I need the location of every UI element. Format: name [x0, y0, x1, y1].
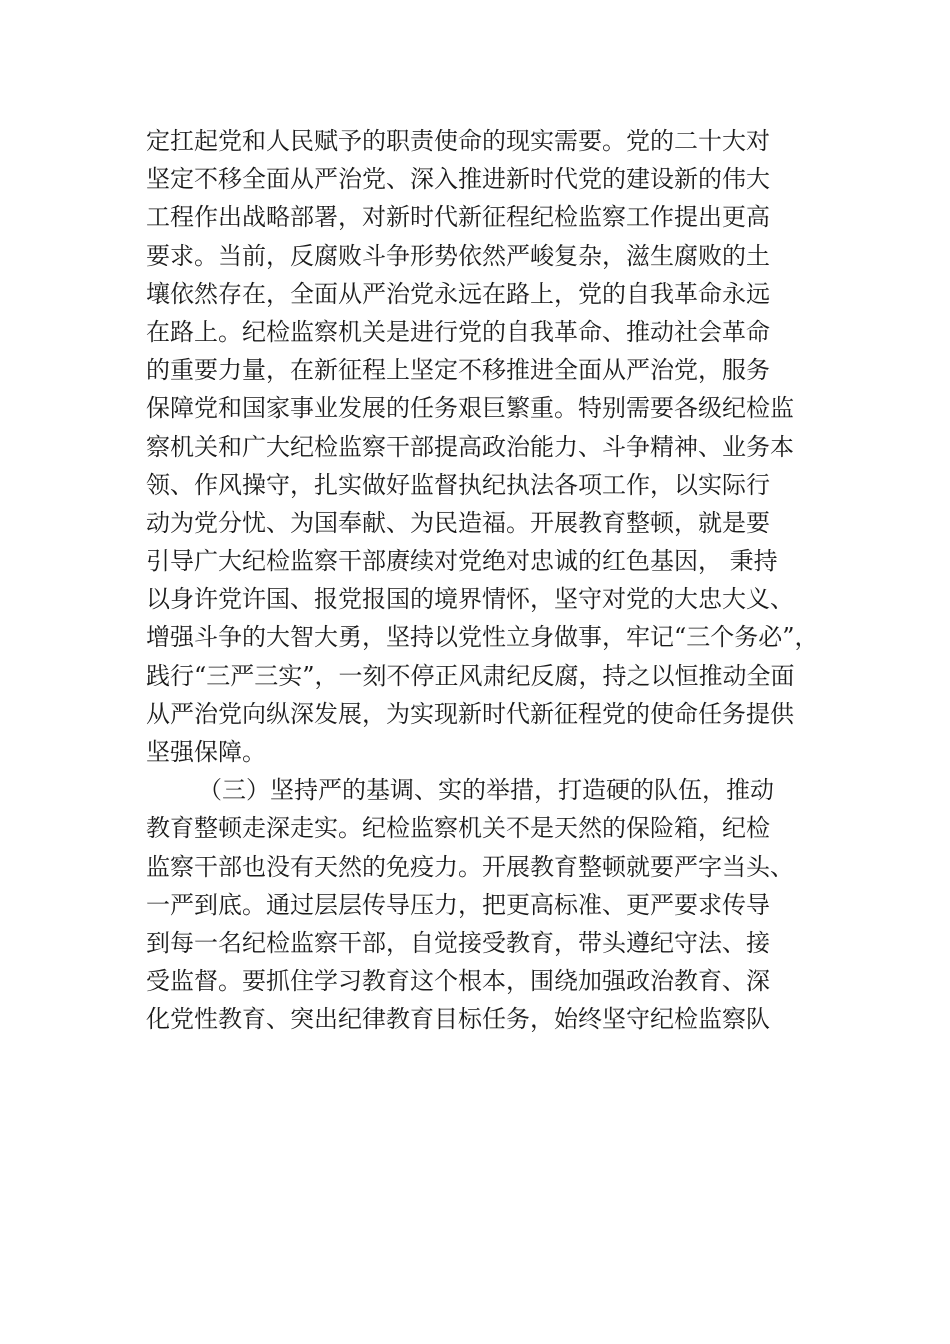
text-line: 践行“三严三实”，一刻不停正风肃纪反腐，持之以恒推动全面	[146, 661, 795, 690]
text-line: 增强斗争的大智大勇，坚持以党性立身做事，牢记“三个务必”，	[146, 623, 819, 652]
text-line: 以身许党许国、报党报国的境界情怀，坚守对党的大忠大义、	[146, 585, 794, 614]
text-line: 动为党分忧、为国奉献、为民造福。开展教育整顿，就是要	[146, 508, 770, 537]
text-line: 领、作风操守，扎实做好监督执纪执法各项工作，以实际行	[146, 470, 770, 499]
text-line: 壤依然存在，全面从严治党永远在路上，党的自我革命永远	[146, 279, 770, 308]
text-line: 的重要力量，在新征程上坚定不移推进全面从严治党，服务	[146, 356, 770, 385]
text-line: 察机关和广大纪检监察干部提高政治能力、斗争精神、业务本	[146, 432, 794, 461]
section-heading: （三）坚持严的基调、实的举措，打造硬的队伍，推动	[198, 776, 774, 805]
text-line: 化党性教育、突出纪律教育目标任务，始终坚守纪检监察队	[146, 1005, 770, 1034]
body-text	[146, 122, 846, 1039]
text-line: 监察干部也没有天然的免疫力。开展教育整顿就要严字当头、	[146, 852, 794, 881]
text-line: 工程作出战略部署，对新时代新征程纪检监察工作提出更高	[146, 203, 770, 232]
text-line: 从严治党向纵深发展，为实现新时代新征程党的使命任务提供	[146, 699, 794, 728]
text-line: 坚强保障。	[146, 738, 266, 766]
text-line: 受监督。要抓住学习教育这个根本，围绕加强政治教育、深	[146, 967, 770, 996]
text-line: 保障党和国家事业发展的任务艰巨繁重。特别需要各级纪检监	[146, 394, 794, 423]
text-line: 到每一名纪检监察干部，自觉接受教育，带头遵纪守法、接	[146, 928, 770, 957]
text-line: 一严到底。通过层层传导压力，把更高标准、更严要求传导	[146, 890, 770, 919]
text-line: 在路上。纪检监察机关是进行党的自我革命、推动社会革命	[146, 317, 770, 346]
text-line: 要求。当前，反腐败斗争形势依然严峻复杂，滋生腐败的土	[146, 241, 770, 270]
text-line: 引导广大纪检监察干部赓续对党绝对忠诚的红色基因， 秉持	[146, 547, 778, 576]
text-line: 教育整顿走深走实。纪检监察机关不是天然的保险箱，纪检	[146, 814, 770, 843]
text-line: 坚定不移全面从严治党、深入推进新时代党的建设新的伟大	[146, 165, 770, 194]
text-line: 定扛起党和人民赋予的职责使命的现实需要。党的二十大对	[146, 127, 770, 155]
